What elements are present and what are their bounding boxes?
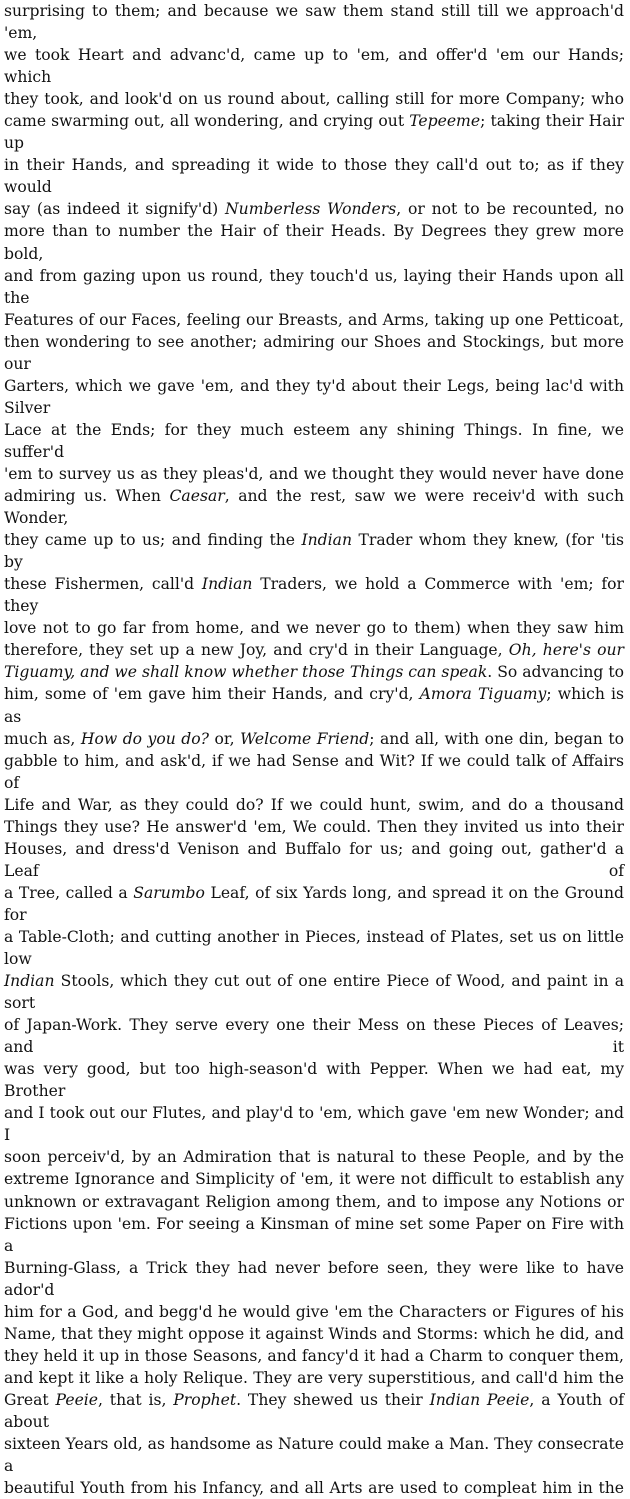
text-line [4,419,624,463]
text-run: love not to go far from home, and we never go to them) when they saw him [4,619,624,638]
text-run: Lace at the Ends; for they much esteem any shining Things. In fine, we suffer'd [4,420,624,461]
text-line [4,1433,624,1477]
text-run: and from gazing upon us round, they touch'd us, laying their Hands upon all the [4,266,624,307]
text-run: of Japan-Work. They serve every one their Mess on these Pieces of Leaves; and it [4,1016,624,1057]
text-line [4,463,624,485]
italic-text: Peeie [55,1390,99,1409]
text-run: , or not to be recounted, no [396,200,624,219]
text-line [4,1389,624,1433]
text-line [4,794,624,816]
text-line [4,838,624,882]
text-line [4,1168,624,1190]
italic-text: Indian [4,972,55,991]
text-line [4,198,624,220]
text-run: Trader whom they knew, (for 'tis by [4,531,624,572]
text-run: they came up to us; and finding the [4,531,302,550]
text-run: him, some of 'em gave him their Hands, and cry'd, [4,685,420,704]
text-run: , and the rest, saw we were receiv'd with such Wonder, [4,487,624,528]
text-line [4,1213,624,1257]
text-run: Name, that they might oppose it against Winds and Storms: which he did, and [4,1324,624,1343]
text-run: in their Hands, and spreading it wide to those they call'd out to; as if they would [4,156,624,197]
text-run: Things they use? He answer'd 'em, We could. Then they invited us into their [4,817,624,836]
text-run: . They shewed us their [236,1390,430,1409]
text-run: admiring us. When [4,487,170,506]
text-line [4,529,624,573]
text-line [4,970,624,1014]
text-line [4,1058,624,1102]
text-line [4,1146,624,1168]
text-run: Burning-Glass, a Trick they had never before seen, they were like to have ador'd [4,1258,624,1299]
italic-text: Oh, here's our [508,641,625,660]
text-line [4,816,624,838]
text-line [4,375,624,419]
text-line [4,309,624,331]
text-run: was very good, but too high-season'd with Pepper. When we had eat, my Brother [4,1060,624,1101]
text-run: Traders, we hold a Commerce with 'em; for they [4,575,624,616]
text-line [4,1191,624,1213]
text-line [4,1477,624,1499]
text-run: Great [4,1390,56,1409]
text-run: ; taking their Hair up [4,112,625,153]
text-line [4,926,624,970]
text-line [4,750,624,794]
italic-text: Caesar [169,487,225,506]
text-run: more than to number the Hair of their Heads. By Degrees they grew more bold, [4,222,624,263]
text-line [4,1323,624,1345]
italic-text: Indian Peeie [429,1390,530,1409]
text-line [4,1257,624,1301]
text-run: Features of our Faces, feeling our Breasts, and Arms, taking up one Petticoat, [4,310,624,329]
text-line [4,1014,624,1058]
text-run: came swarming out, all wondering, and crying out [4,112,410,131]
text-line [4,573,624,617]
italic-text: How do you do? [80,729,210,748]
italic-text: Welcome Friend [240,729,370,748]
text-line [4,683,624,727]
text-run: therefore, they set up a new Joy, and cry'd in their Language, [4,641,509,660]
text-line [4,0,624,44]
text-run: Fictions upon 'em. For seeing a Kinsman of mine set some Paper on Fire with a [4,1214,624,1255]
text-run: Houses, and dress'd Venison and Buffalo for us; and going out, gather'd a Leaf of [4,839,624,880]
text-run: ; which is as [4,685,625,726]
text-run: they held it up in those Seasons, and fancy'd it had a Charm to conquer them, [4,1346,624,1365]
text-line [4,220,624,264]
text-run: Garters, which we gave 'em, and they ty'd about their Legs, being lac'd with Silver [4,376,624,417]
text-run: say (as indeed it signify'd) [4,200,226,219]
text-run: they took, and look'd on us round about, calling still for more Company; who [4,90,624,109]
italic-text: Sarumbo [133,883,205,902]
text-line [4,331,624,375]
text-run: 'em to survey us as they pleas'd, and we thought they would never have done [4,464,624,483]
text-run: extreme Ignorance and Simplicity of 'em, it were not difficult to establish any [4,1170,624,1189]
italic-text: Indian [201,575,253,594]
text-run: gabble to him, and ask'd, if we had Sense and Wit? If we could talk of Affairs of [4,751,624,792]
text-run: , a Youth of about [4,1390,624,1431]
text-run: Leaf, of six Yards long, and spread it on the Ground for [4,883,624,924]
text-run: , that is, [98,1390,174,1409]
italic-text: Indian [301,531,352,550]
text-line [4,88,624,110]
text-run: surprising to them; and because we saw them stand still till we approach'd 'em, [4,2,624,43]
text-line [4,1301,624,1323]
italic-text: Prophet [173,1390,237,1409]
text-line [4,728,624,750]
text-run: then wondering to see another; admiring our Shoes and Stockings, but more our [4,332,624,373]
text-run: a Tree, called a [4,883,134,902]
text-line [4,1345,624,1367]
text-line [4,1367,624,1389]
document-page [4,0,624,1499]
text-line [4,639,624,661]
text-run: . So advancing to [487,663,625,682]
text-line [4,44,624,88]
text-line [4,485,624,529]
text-run: or, [209,729,241,748]
text-run: these Fishermen, call'd [4,575,202,594]
text-run: Stools, which they cut out of one entire Piece of Wood, and paint in a sort [4,972,624,1013]
text-run: and kept it like a holy Relique. They are very superstitious, and call'd him the [4,1368,624,1387]
text-run: ; and all, with one din, began to [369,729,624,748]
text-line [4,110,624,154]
text-line [4,882,624,926]
text-run: Life and War, as they could do? If we could hunt, swim, and do a thousand [4,795,624,814]
text-run: soon perceiv'd, by an Admiration that is natural to these People, and by the [4,1148,624,1167]
text-line [4,1102,624,1146]
text-run: him for a God, and begg'd he would give 'em the Characters or Figures of his [4,1302,624,1321]
text-run: unknown or extravagant Religion among them, and to impose any Notions or [4,1192,624,1211]
text-run: sixteen Years old, as handsome as Nature could make a Man. They consecrate a [4,1435,624,1476]
text-run: beautiful Youth from his Infancy, and all Arts are used to compleat him in the [4,1479,624,1498]
italic-text: Numberless Wonders [225,200,397,219]
text-line [4,265,624,309]
text-line [4,154,624,198]
italic-text: Tiguamy, and we shall know whether those Things can speak [4,663,488,682]
text-run: and I took out our Flutes, and play'd to 'em, which gave 'em new Wonder; and I [4,1104,624,1145]
italic-text: Tepeeme [409,112,481,131]
text-run: we took Heart and advanc'd, came up to 'em, and offer'd 'em our Hands; which [4,46,624,87]
text-line [4,617,624,639]
italic-text: Amora Tiguamy [419,685,547,704]
text-line [4,661,624,683]
text-run: a Table-Cloth; and cutting another in Pieces, instead of Plates, set us on little low [4,927,624,969]
text-run: much as, [4,729,81,748]
